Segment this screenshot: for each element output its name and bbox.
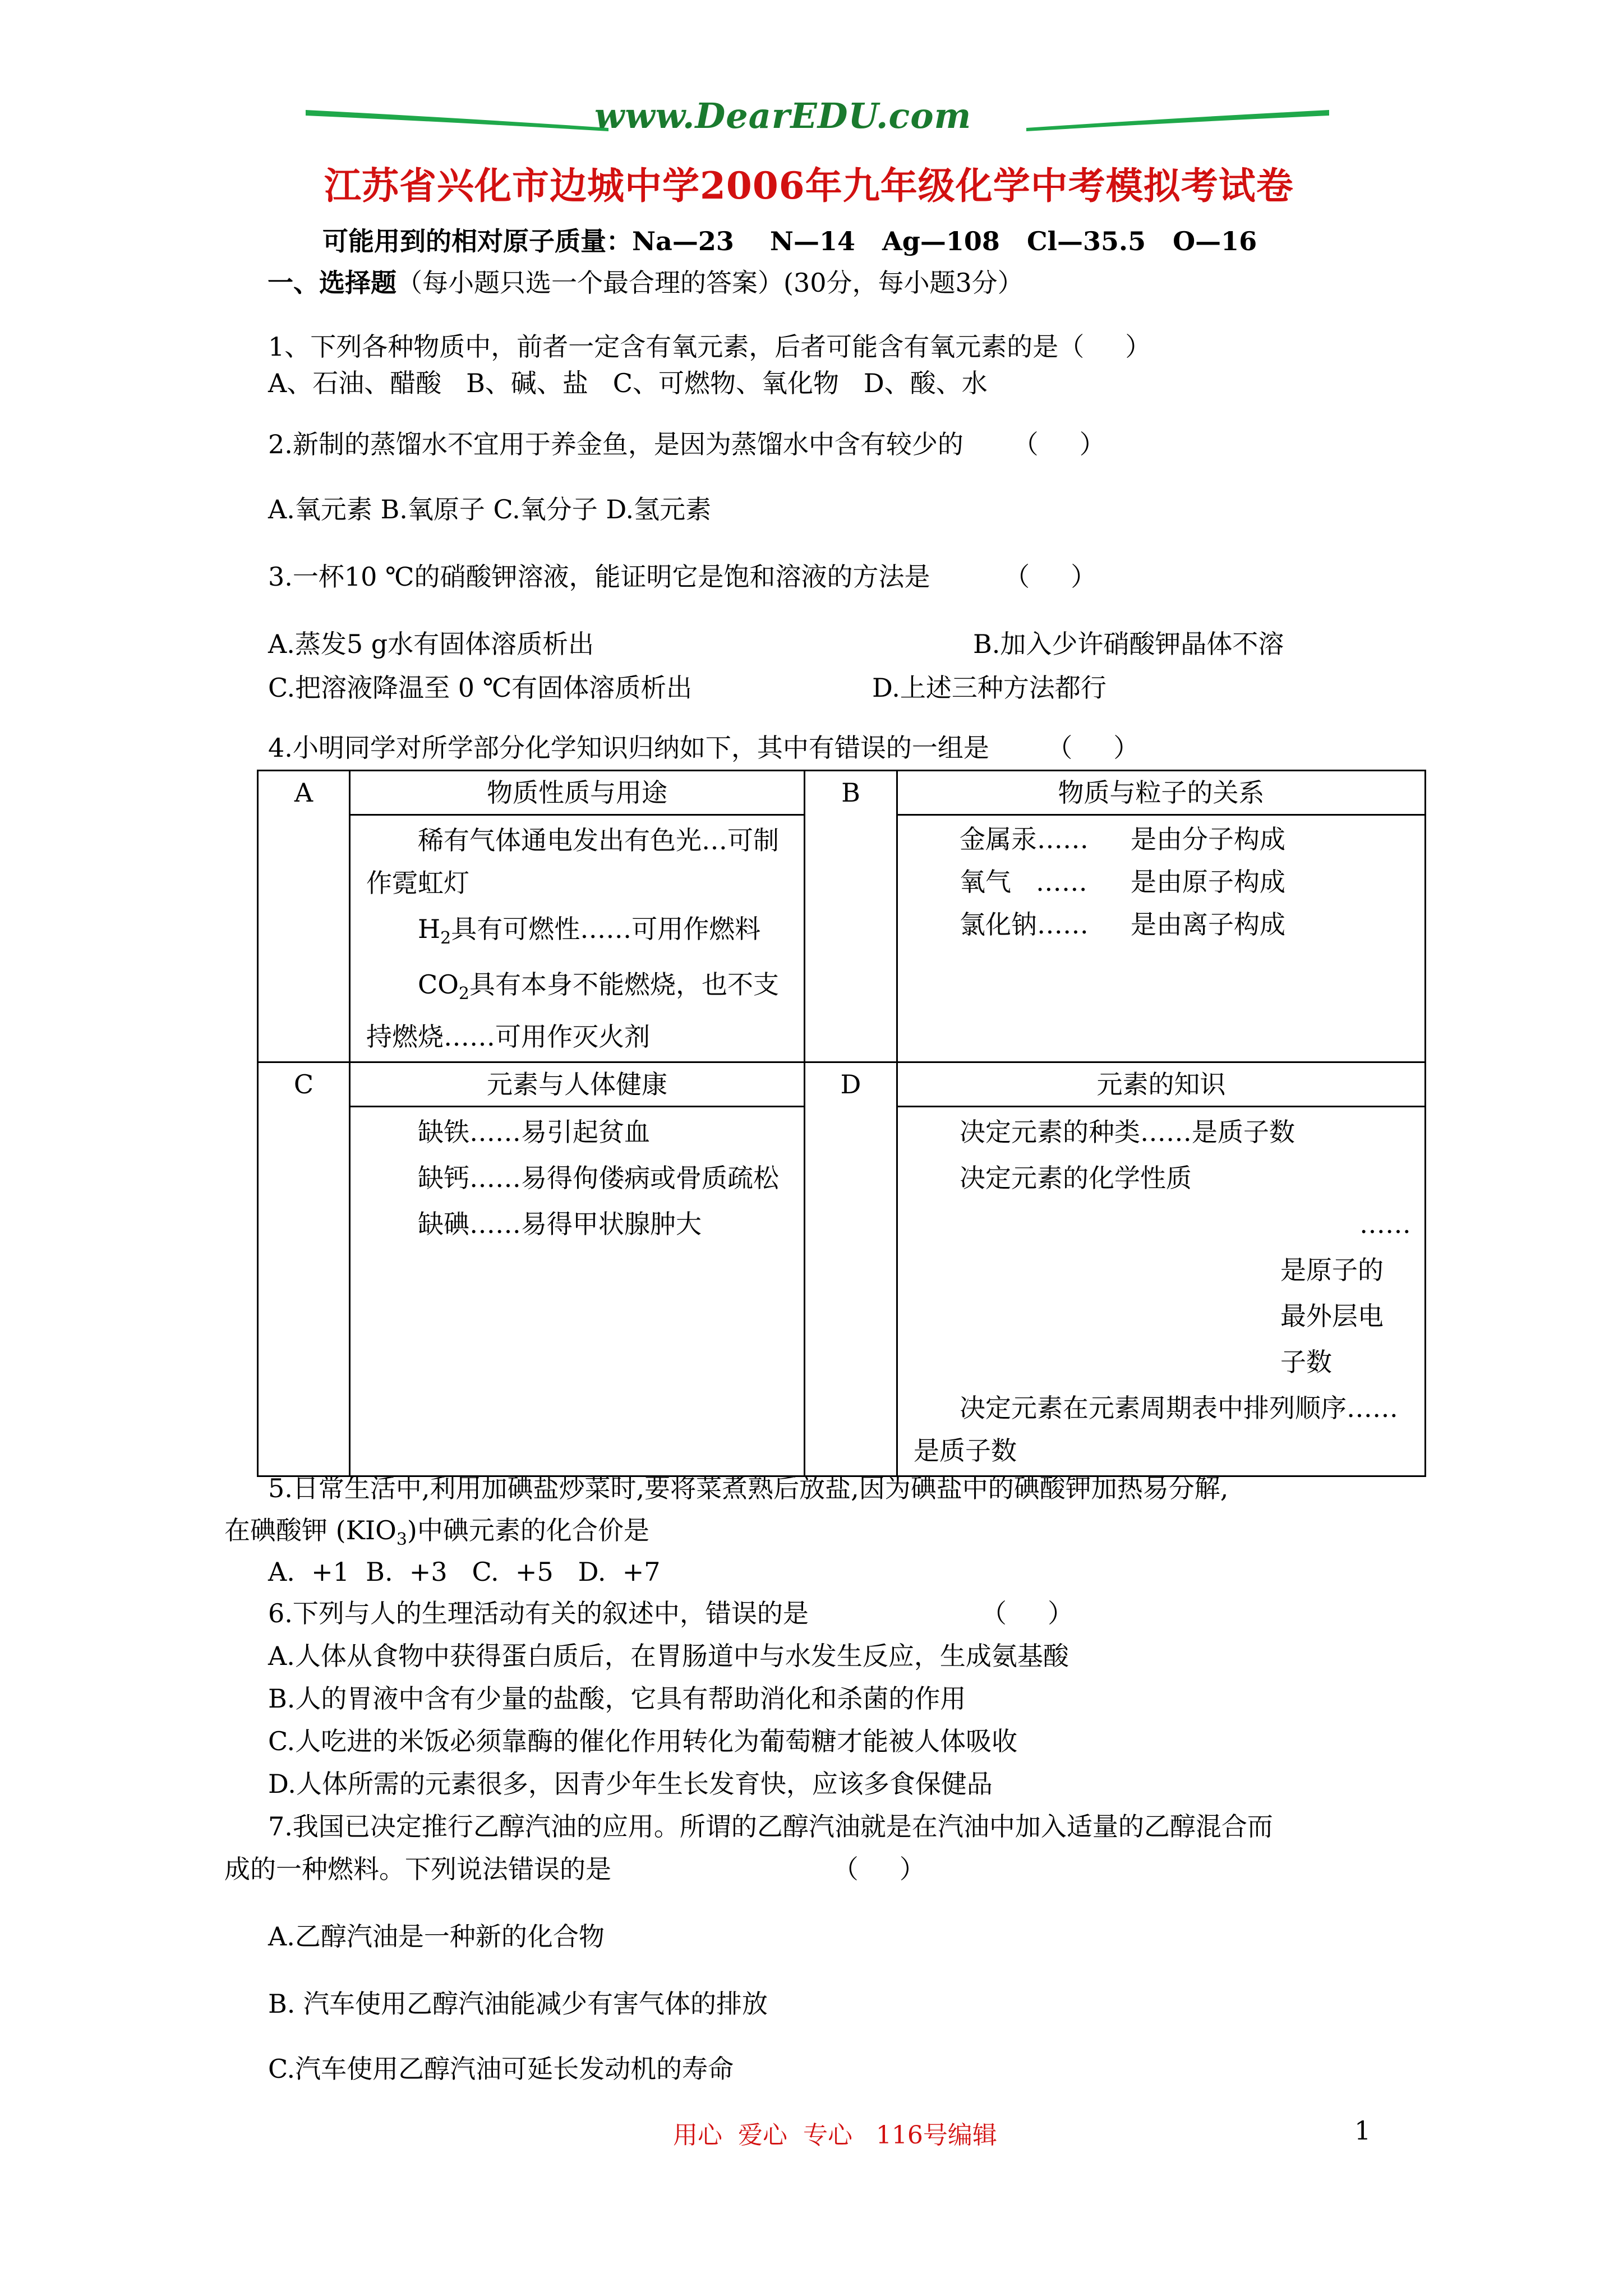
q6-option-d: D.人体所需的元素很多，因青少年生长发育快，应该多食保健品 (268, 1769, 993, 1799)
q4-label-c: C (258, 1062, 350, 1476)
q7-option-a: A.乙醇汽油是一种新的化合物 (268, 1921, 605, 1952)
q4-cell-b (897, 815, 1426, 1062)
q4-b-row (960, 903, 1424, 946)
q4-d-line2: 决定元素的化学性质 (960, 1163, 1192, 1194)
q4-c-line1: 缺铁……易引起贫血 (418, 1117, 650, 1148)
exam-title: 江苏省兴化市边城中学2006年九年级化学中考模拟考试卷 (324, 164, 1294, 208)
q4-cell-d (897, 1107, 1426, 1476)
q1-options: A、石油、醋酸 B、碱、盐 C、可燃物、氧化物 D、酸、水 (268, 368, 988, 398)
q4-a-line3: $CO_2$具有本身不能燃烧，也不支持燃烧……可用作灭火剂 (366, 969, 780, 1052)
q1-stem: 1、下列各种物质中，前者一定含有氧元素，后者可能含有氧元素的是（ ） (268, 332, 1151, 362)
q5-options: A. +1 B. +3 C. +5 D. +7 (268, 1557, 661, 1587)
q4-c-line3: 缺碘……易得甲状腺肿大 (418, 1209, 702, 1240)
q3-option-c: C.把溶液降温至 0 ℃有固体溶质析出 (268, 673, 693, 703)
q6-option-a: A.人体从食物中获得蛋白质后，在胃肠道中与水发生反应，生成氨基酸 (268, 1641, 1069, 1671)
section-heading (268, 267, 1023, 298)
q6-option-b: B.人的胃液中含有少量的盐酸，它具有帮助消化和杀菌的作用 (268, 1683, 966, 1714)
q4-b-relation: 是由原子构成 (1131, 867, 1285, 897)
q4-label-d: D (805, 1062, 897, 1476)
banner-left-swoosh (306, 105, 608, 134)
q4-d-end3: 子数 (1280, 1347, 1332, 1378)
page-number: 1 (1354, 2115, 1371, 2146)
q4-b-row (960, 861, 1424, 903)
q7-option-b: B. 汽车使用乙醇汽油能减少有害气体的排放 (268, 1989, 768, 2019)
footer-text: 用心 爱心 专心 116号编辑 (673, 2121, 997, 2150)
q4-b-substance: 氯化钠…… (960, 909, 1089, 940)
q4-d-end1: 是原子的 (1280, 1255, 1384, 1286)
q4-header-b: 物质与粒子的关系 (897, 771, 1426, 815)
q4-header-a: 物质性质与用途 (350, 771, 805, 815)
q4-header-d: 元素的知识 (897, 1062, 1426, 1107)
q4-table (257, 770, 1426, 1477)
q6-option-c: C.人吃进的米饭必须靠酶的催化作用转化为葡萄糖才能被人体吸收 (268, 1726, 1018, 1756)
q4-d-end2: 最外层电 (1280, 1301, 1384, 1332)
q4-b-relation: 是由分子构成 (1131, 824, 1285, 854)
q7-stem-line2: 成的一种燃料。下列说法错误的是 （ ） (224, 1854, 925, 1884)
q7-option-c: C.汽车使用乙醇汽油可延长发动机的寿命 (268, 2054, 734, 2084)
banner-right-swoosh (1026, 105, 1329, 134)
q4-label-a: A (258, 771, 350, 1062)
q4-b-rows (898, 816, 1424, 946)
q3-option-d: D.上述三种方法都行 (872, 673, 1106, 703)
q4-cell-c (350, 1107, 805, 1476)
q2-stem: 2.新制的蒸馏水不宜用于养金鱼，是因为蒸馏水中含有较少的 （ ） (268, 429, 1105, 459)
atomic-mass-line: 可能用到的相对原子质量：Na—23 N—14 Ag—108 Cl—35.5 O—16 (322, 226, 1257, 256)
q4-label-b: B (805, 771, 897, 1062)
q3-option-a: A.蒸发5 g水有固体溶质析出 (268, 629, 594, 659)
q4-d-line1: 决定元素的种类……是质子数 (960, 1117, 1295, 1148)
q4-d-dots: …… (1359, 1209, 1411, 1240)
q4-a-line2: $H_2$具有可燃性……可用作燃料 (418, 914, 761, 949)
q7-stem-line1: 7.我国已决定推行乙醇汽油的应用。所谓的乙醇汽油就是在汽油中加入适量的乙醇混合而 (268, 1811, 1273, 1842)
q5-stem-line1: 5.日常生活中,利用加碘盐炒菜时,要将菜煮熟后放盐,因为碘盐中的碘酸钾加热易分解, (268, 1473, 1229, 1503)
q4-b-substance: 氧气 …… (960, 867, 1087, 897)
q4-b-row (960, 818, 1424, 861)
q5-stem-line2: 在碘酸钾 $(KIO_3)$中碘元素的化合价是 (224, 1515, 649, 1550)
q4-cell-a (350, 815, 805, 1062)
q4-a-line1: 稀有气体通电发出有色光…可制作霓虹灯 (366, 825, 779, 898)
q6-stem: 6.下列与人的生理活动有关的叙述中，错误的是 （ ） (268, 1598, 1074, 1628)
q3-option-b: B.加入少许硝酸钾晶体不溶 (973, 629, 1284, 659)
q4-d-line3: 决定元素在元素周期表中排列顺序……是质子数 (914, 1393, 1398, 1466)
q4-header-c: 元素与人体健康 (350, 1062, 805, 1107)
q4-b-relation: 是由离子构成 (1131, 909, 1285, 940)
site-url: www.DearEDU.com (594, 95, 972, 136)
section-note: （每小题只选一个最合理的答案）(30分，每小题3分） (396, 268, 1023, 298)
q3-stem: 3.一杯10 ℃的硝酸钾溶液，能证明它是饱和溶液的方法是 （ ） (268, 562, 1097, 592)
q2-options: A.氧元素 B.氧原子 C.氧分子 D.氢元素 (268, 494, 712, 524)
section-title: 一、选择题 (268, 268, 396, 298)
q4-stem: 4.小明同学对所学部分化学知识归纳如下，其中有错误的一组是 （ ） (268, 733, 1140, 763)
q4-b-substance: 金属汞…… (960, 824, 1089, 854)
q4-c-line2: 缺钙……易得佝偻病或骨质疏松 (418, 1163, 779, 1194)
